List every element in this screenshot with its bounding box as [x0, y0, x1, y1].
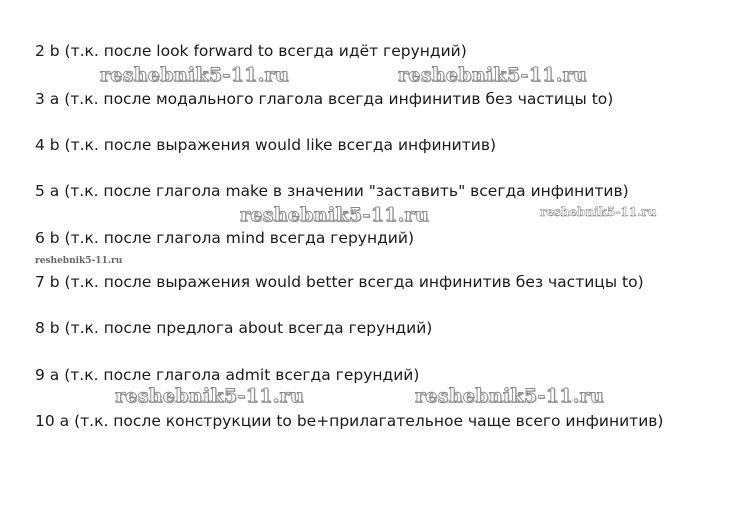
watermark: reshebnik5-11.ru	[398, 64, 587, 86]
answer-line-10: 10 a (т.к. после конструкции to be+прилагательное чаще всего инфинитив)	[35, 412, 664, 430]
watermark: reshebnik5-11.ru	[100, 64, 289, 86]
answer-line-4: 4 b (т.к. после выражения would like всегда инфинитив)	[35, 136, 497, 154]
watermark: reshebnik5-11.ru	[415, 385, 604, 407]
answer-line-5: 5 a (т.к. после глагола make в значении "заставить" всегда инфинитив)	[35, 182, 629, 200]
answer-line-3: 3 a (т.к. после модального глагола всегда инфинитив без частицы to)	[35, 90, 614, 108]
answer-line-2: 2 b (т.к. после look forward to всегда идёт герундий)	[35, 42, 467, 60]
answer-line-9: 9 a (т.к. после глагола admit всегда герундий)	[35, 366, 420, 384]
watermark: reshebnik5-11.ru	[115, 385, 304, 407]
watermark: reshebnik5-11.ru	[240, 204, 429, 226]
answer-line-6: 6 b (т.к. после глагола mind всегда герундий)	[35, 229, 415, 247]
watermark: reshebnik5-11.ru	[540, 205, 657, 219]
answer-line-8: 8 b (т.к. после предлога about всегда герундий)	[35, 319, 433, 337]
watermark: reshebnik5-11.ru	[35, 256, 123, 266]
answer-line-7: 7 b (т.к. после выражения would better всегда инфинитив без частицы to)	[35, 273, 644, 291]
